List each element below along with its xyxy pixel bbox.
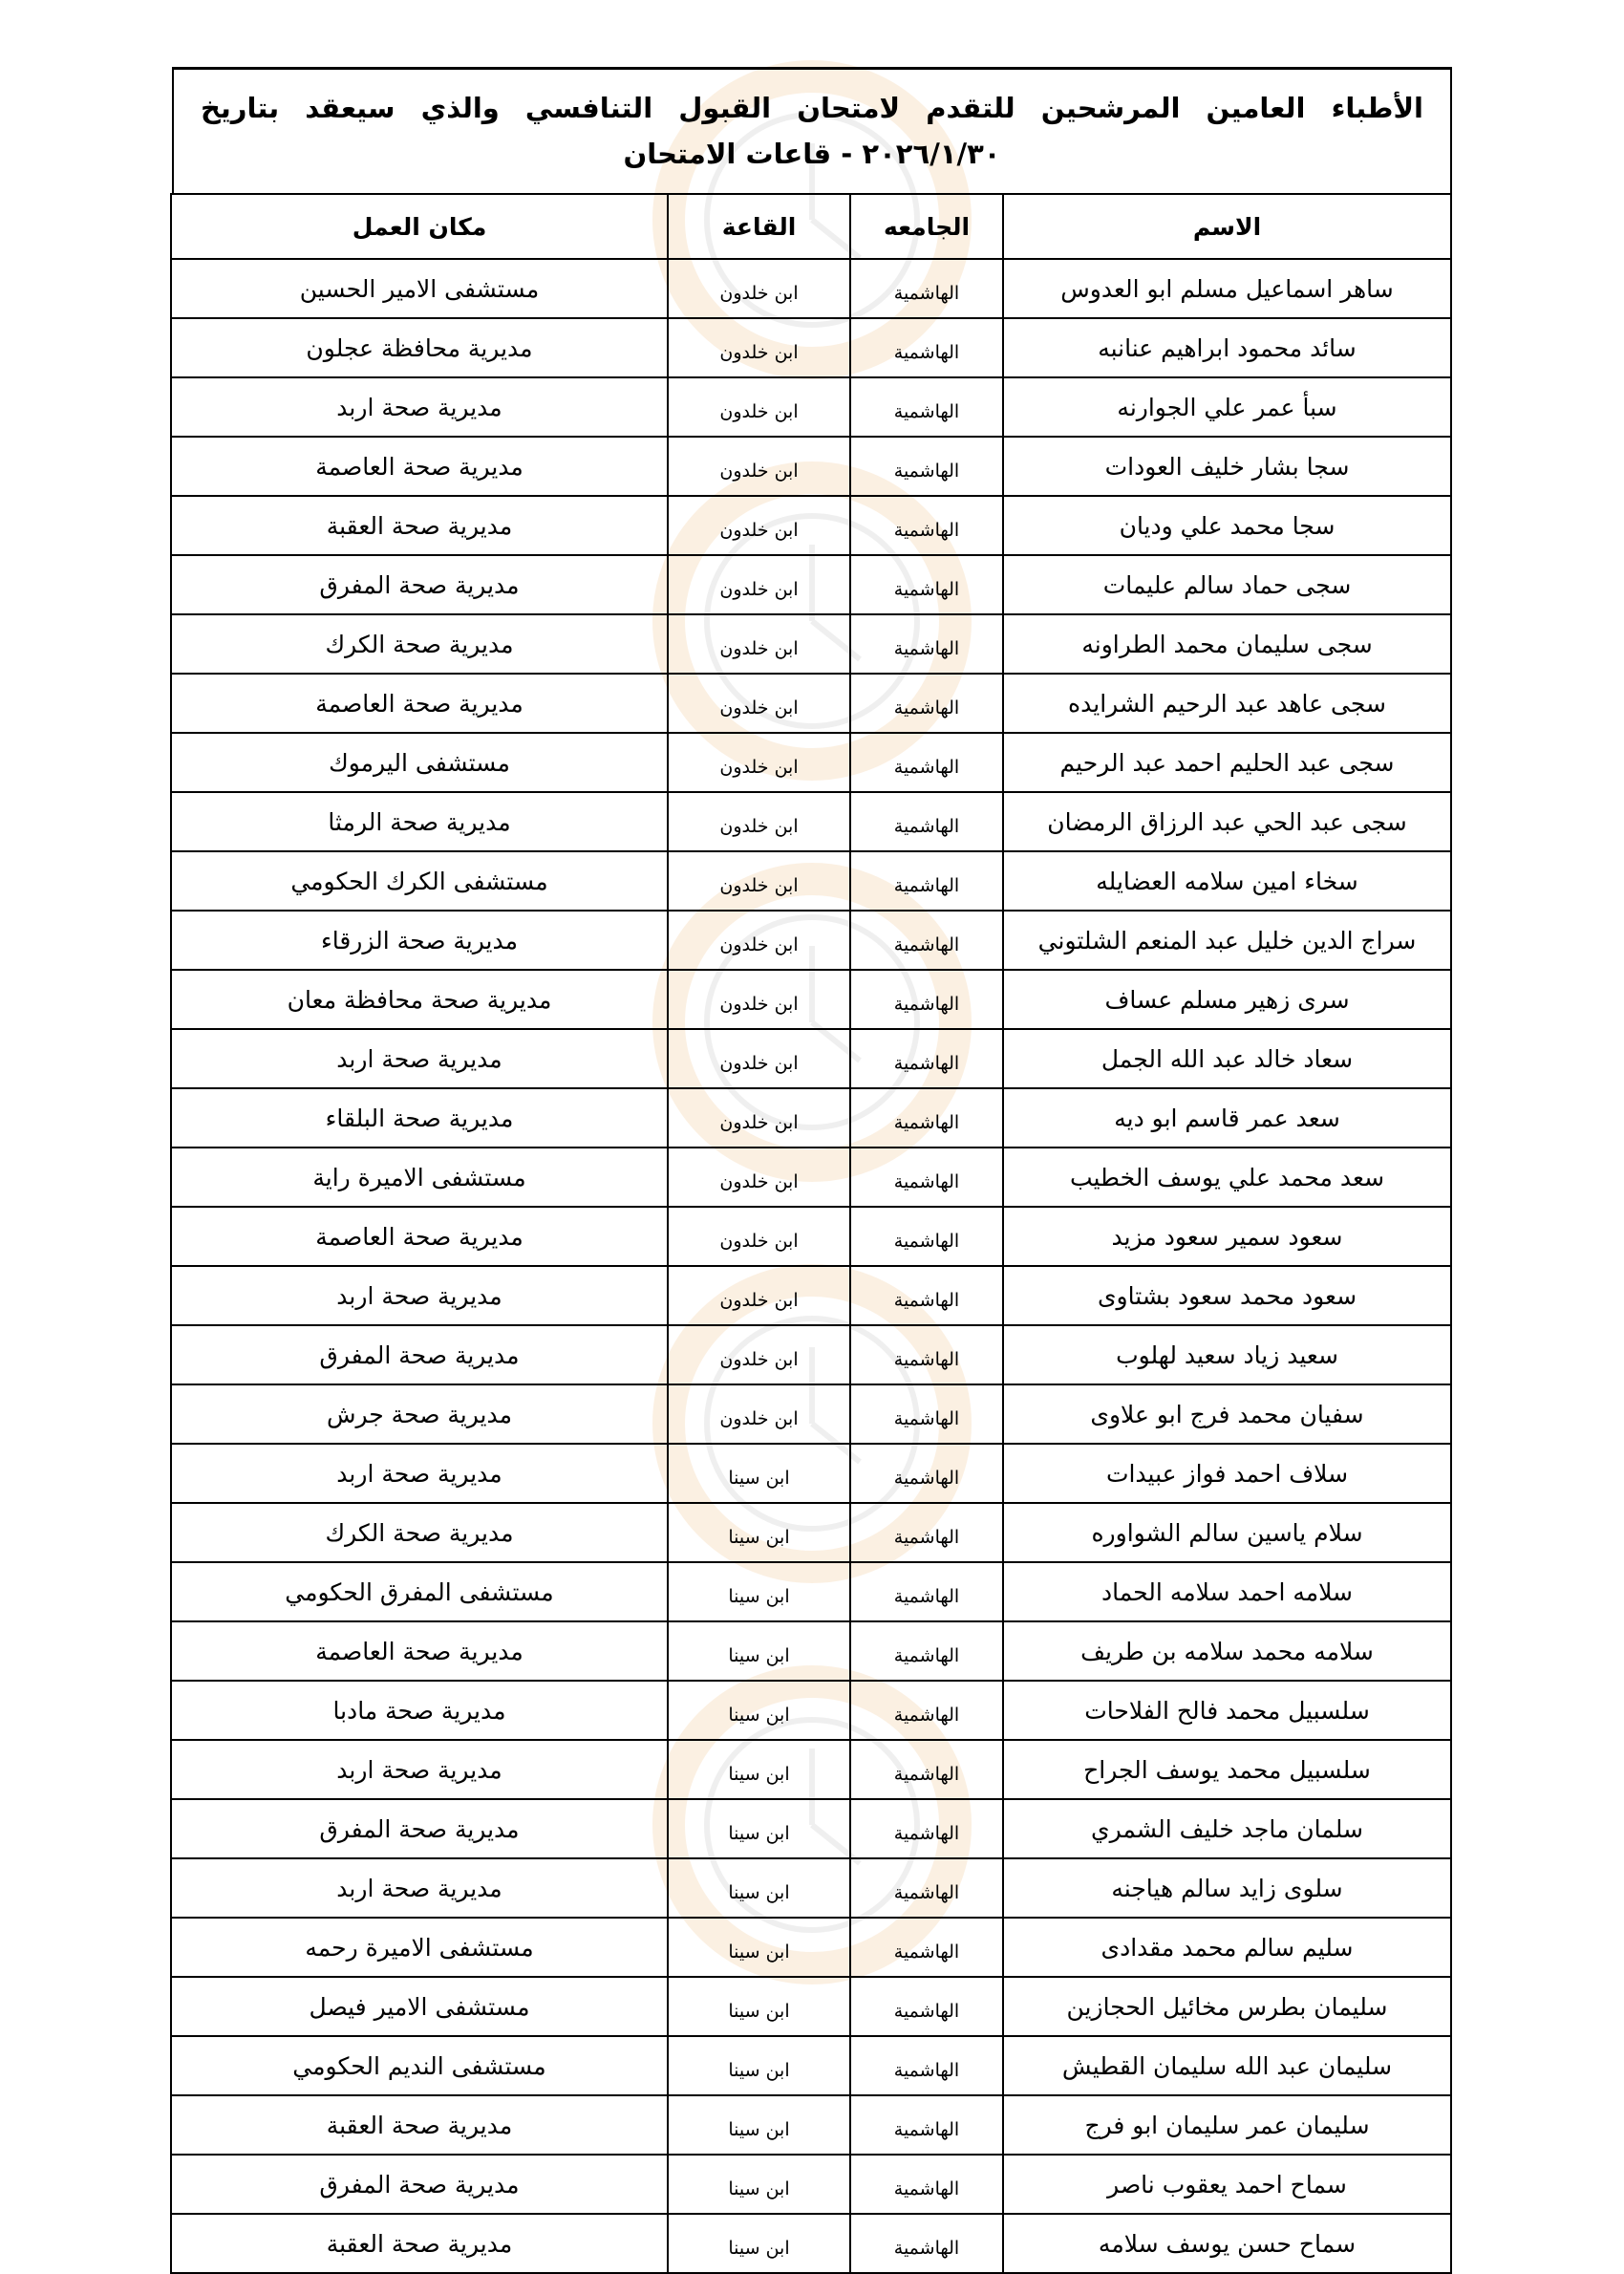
cell-name: سلاف احمد فواز عبيدات [1003, 1444, 1451, 1503]
cell-workplace: مستشفى الامير فيصل [171, 1977, 668, 2036]
cell-hall: ابن سينا [668, 1444, 850, 1503]
cell-university: الهاشمية [850, 1503, 1003, 1562]
cell-university: الهاشمية [850, 496, 1003, 555]
cell-hall: ابن خلدون [668, 1325, 850, 1384]
cell-workplace: مديرية صحة المفرق [171, 2155, 668, 2214]
cell-workplace: مديرية صحة المفرق [171, 1799, 668, 1858]
cell-workplace: مديرية صحة الكرك [171, 614, 668, 674]
cell-university: الهاشمية [850, 1799, 1003, 1858]
cell-workplace: مديرية صحة اربد [171, 1740, 668, 1799]
cell-hall: ابن خلدون [668, 496, 850, 555]
cell-name: سليمان بطرس مخائيل الحجازين [1003, 1977, 1451, 2036]
table-row [171, 1384, 1451, 1444]
cell-name: سلسبيل محمد فالح الفلاحات [1003, 1681, 1451, 1740]
cell-name: سراج الدين خليل عبد المنعم الشلتوني [1003, 911, 1451, 970]
table-row [171, 1444, 1451, 1503]
cell-university: الهاشمية [850, 1681, 1003, 1740]
cell-hall: ابن سينا [668, 2036, 850, 2095]
table-row [171, 1148, 1451, 1207]
cell-university: الهاشمية [850, 259, 1003, 318]
table-row [171, 1977, 1451, 2036]
cell-workplace: مديرية صحة العقبة [171, 496, 668, 555]
cell-hall: ابن خلدون [668, 555, 850, 614]
cell-university: الهاشمية [850, 318, 1003, 377]
cell-university: الهاشمية [850, 377, 1003, 437]
cell-university: الهاشمية [850, 1384, 1003, 1444]
cell-hall: ابن سينا [668, 1918, 850, 1977]
cell-name: سجى عبد الحي عبد الرزاق الرمضان [1003, 792, 1451, 851]
cell-workplace: مديرية صحة اربد [171, 1266, 668, 1325]
table-row [171, 1207, 1451, 1266]
cell-workplace: مستشفى اليرموك [171, 733, 668, 792]
cell-hall: ابن خلدون [668, 1029, 850, 1088]
cell-university: الهاشمية [850, 555, 1003, 614]
header-workplace: مكان العمل [171, 194, 668, 259]
table-row [171, 2095, 1451, 2155]
table-row [171, 851, 1451, 911]
cell-hall: ابن خلدون [668, 792, 850, 851]
cell-workplace: مستشفى الاميرة راية [171, 1148, 668, 1207]
table-header [171, 194, 1451, 259]
cell-name: ساهر اسماعيل مسلم ابو العدوس [1003, 259, 1451, 318]
cell-workplace: مديرية صحة العقبة [171, 2095, 668, 2155]
table-row [171, 2214, 1451, 2273]
cell-university: الهاشمية [850, 1740, 1003, 1799]
cell-hall: ابن خلدون [668, 318, 850, 377]
table-row [171, 2036, 1451, 2095]
cell-workplace: مديرية صحة العقبة [171, 2214, 668, 2273]
cell-hall: ابن سينا [668, 1562, 850, 1621]
cell-university: الهاشمية [850, 733, 1003, 792]
cell-name: سجا محمد علي وديان [1003, 496, 1451, 555]
cell-hall: ابن سينا [668, 1858, 850, 1918]
cell-hall: ابن خلدون [668, 970, 850, 1029]
table-row [171, 259, 1451, 318]
cell-hall: ابن خلدون [668, 259, 850, 318]
table-row [171, 1088, 1451, 1148]
table-row [171, 614, 1451, 674]
cell-workplace: مديرية صحة اربد [171, 377, 668, 437]
cell-workplace: مديرية صحة العاصمة [171, 674, 668, 733]
cell-name: سجى حماد سالم عليمات [1003, 555, 1451, 614]
cell-workplace: مديرية صحة مادبا [171, 1681, 668, 1740]
cell-workplace: مديرية صحة الكرك [171, 1503, 668, 1562]
document-page [172, 67, 1452, 2274]
table-row [171, 2155, 1451, 2214]
cell-university: الهاشمية [850, 1325, 1003, 1384]
cell-hall: ابن خلدون [668, 911, 850, 970]
cell-workplace: مديرية صحة البلقاء [171, 1088, 668, 1148]
cell-workplace: مديرية محافظة عجلون [171, 318, 668, 377]
cell-university: الهاشمية [850, 2214, 1003, 2273]
cell-name: سعيد زياد سعيد لهلوب [1003, 1325, 1451, 1384]
cell-name: سلمان ماجد خليف الشمري [1003, 1799, 1451, 1858]
cell-name: سجى عاهد عبد الرحيم الشرايده [1003, 674, 1451, 733]
cell-university: الهاشمية [850, 2036, 1003, 2095]
table-row [171, 437, 1451, 496]
cell-hall: ابن سينا [668, 1740, 850, 1799]
cell-university: الهاشمية [850, 437, 1003, 496]
cell-workplace: مستشفى المفرق الحكومي [171, 1562, 668, 1621]
table-row [171, 911, 1451, 970]
header-name: الاسم [1003, 194, 1451, 259]
cell-hall: ابن سينا [668, 1503, 850, 1562]
cell-workplace: مستشفى الاميرة رحمه [171, 1918, 668, 1977]
cell-workplace: مديرية صحة محافظة معان [171, 970, 668, 1029]
cell-name: سرى زهير مسلم عساف [1003, 970, 1451, 1029]
cell-name: سماح حسن يوسف سلامه [1003, 2214, 1451, 2273]
cell-workplace: مديرية صحة العاصمة [171, 1621, 668, 1681]
cell-workplace: مديرية صحة اربد [171, 1029, 668, 1088]
cell-university: الهاشمية [850, 1977, 1003, 2036]
cell-workplace: مستشفى الكرك الحكومي [171, 851, 668, 911]
cell-name: سائد محمود ابراهيم عنانبه [1003, 318, 1451, 377]
cell-university: الهاشمية [850, 614, 1003, 674]
cell-university: الهاشمية [850, 1029, 1003, 1088]
table-row [171, 1562, 1451, 1621]
table-row [171, 1858, 1451, 1918]
cell-hall: ابن سينا [668, 2214, 850, 2273]
cell-hall: ابن خلدون [668, 1207, 850, 1266]
cell-university: الهاشمية [850, 1148, 1003, 1207]
cell-university: الهاشمية [850, 1088, 1003, 1148]
cell-university: الهاشمية [850, 1858, 1003, 1918]
cell-hall: ابن خلدون [668, 1266, 850, 1325]
cell-university: الهاشمية [850, 2155, 1003, 2214]
cell-hall: ابن خلدون [668, 733, 850, 792]
cell-name: سلوى زايد سالم هياجنه [1003, 1858, 1451, 1918]
cell-university: الهاشمية [850, 1918, 1003, 1977]
table-row [171, 1621, 1451, 1681]
cell-hall: ابن سينا [668, 1977, 850, 2036]
cell-name: سليم سالم محمد مقدادى [1003, 1918, 1451, 1977]
cell-name: سلام ياسين سالم الشواوره [1003, 1503, 1451, 1562]
table-row [171, 318, 1451, 377]
cell-name: سعود سمير سعود مزيد [1003, 1207, 1451, 1266]
cell-university: الهاشمية [850, 1562, 1003, 1621]
cell-hall: ابن خلدون [668, 437, 850, 496]
cell-name: سعود محمد سعود بشتاوى [1003, 1266, 1451, 1325]
cell-hall: ابن سينا [668, 1681, 850, 1740]
cell-hall: ابن خلدون [668, 614, 850, 674]
cell-hall: ابن سينا [668, 1799, 850, 1858]
cell-hall: ابن خلدون [668, 674, 850, 733]
table-row [171, 1740, 1451, 1799]
header-university: الجامعه [850, 194, 1003, 259]
cell-name: سجى سليمان محمد الطراونه [1003, 614, 1451, 674]
cell-hall: ابن خلدون [668, 851, 850, 911]
cell-name: سماح احمد يعقوب ناصر [1003, 2155, 1451, 2214]
cell-name: سعد محمد علي يوسف الخطيب [1003, 1148, 1451, 1207]
cell-name: سفيان محمد فرج ابو علاوى [1003, 1384, 1451, 1444]
header-hall: القاعة [668, 194, 850, 259]
table-row [171, 1918, 1451, 1977]
table-row [171, 377, 1451, 437]
cell-university: الهاشمية [850, 851, 1003, 911]
table-row [171, 970, 1451, 1029]
table-row [171, 1799, 1451, 1858]
cell-hall: ابن سينا [668, 1621, 850, 1681]
cell-workplace: مديرية صحة الزرقاء [171, 911, 668, 970]
table-row [171, 792, 1451, 851]
cell-university: الهاشمية [850, 2095, 1003, 2155]
cell-workplace: مديرية صحة اربد [171, 1444, 668, 1503]
cell-name: سعد عمر قاسم ابو ديه [1003, 1088, 1451, 1148]
candidates-table [170, 193, 1452, 2274]
table-row [171, 674, 1451, 733]
cell-workplace: مديرية صحة العاصمة [171, 1207, 668, 1266]
table-body [171, 259, 1451, 2273]
cell-workplace: مستشفى النديم الحكومي [171, 2036, 668, 2095]
cell-workplace: مديرية صحة العاصمة [171, 437, 668, 496]
cell-name: سجى عبد الحليم احمد عبد الرحيم [1003, 733, 1451, 792]
cell-name: سخاء امين سلامه العضايله [1003, 851, 1451, 911]
table-row [171, 1681, 1451, 1740]
cell-university: الهاشمية [850, 970, 1003, 1029]
table-row [171, 555, 1451, 614]
table-row [171, 496, 1451, 555]
cell-name: سليمان عبد الله سليمان القطيش [1003, 2036, 1451, 2095]
cell-university: الهاشمية [850, 1266, 1003, 1325]
table-row [171, 1266, 1451, 1325]
title-box [172, 67, 1452, 193]
table-row [171, 1325, 1451, 1384]
document-title: الأطباء العامين المرشحين للتقدم لامتحان القبول التنافسي والذي سيعقد بتاريخ ٢٠٢٦/١/٣٠ - قاعات الامتحان [201, 92, 1423, 170]
cell-workplace: مديرية صحة اربد [171, 1858, 668, 1918]
cell-hall: ابن خلدون [668, 377, 850, 437]
cell-workplace: مديرية صحة المفرق [171, 1325, 668, 1384]
cell-university: الهاشمية [850, 674, 1003, 733]
cell-workplace: مستشفى الامير الحسين [171, 259, 668, 318]
cell-workplace: مديرية صحة المفرق [171, 555, 668, 614]
cell-name: سعاد خالد عبد الله الجمل [1003, 1029, 1451, 1088]
cell-name: سلامه محمد سلامه بن طريف [1003, 1621, 1451, 1681]
cell-name: سلامه احمد سلامه الحماد [1003, 1562, 1451, 1621]
cell-university: الهاشمية [850, 911, 1003, 970]
cell-workplace: مديرية صحة الرمثا [171, 792, 668, 851]
cell-university: الهاشمية [850, 792, 1003, 851]
cell-university: الهاشمية [850, 1621, 1003, 1681]
cell-name: سبأ عمر علي الجوارنه [1003, 377, 1451, 437]
cell-name: سجا بشار خليف العودات [1003, 437, 1451, 496]
cell-hall: ابن خلدون [668, 1384, 850, 1444]
table-row [171, 733, 1451, 792]
cell-hall: ابن سينا [668, 2095, 850, 2155]
cell-name: سليمان عمر سليمان ابو فرج [1003, 2095, 1451, 2155]
table-row [171, 1029, 1451, 1088]
cell-name: سلسبيل محمد يوسف الجراح [1003, 1740, 1451, 1799]
cell-hall: ابن خلدون [668, 1088, 850, 1148]
cell-hall: ابن خلدون [668, 1148, 850, 1207]
cell-workplace: مديرية صحة جرش [171, 1384, 668, 1444]
cell-hall: ابن سينا [668, 2155, 850, 2214]
cell-university: الهاشمية [850, 1444, 1003, 1503]
table-row [171, 1503, 1451, 1562]
cell-university: الهاشمية [850, 1207, 1003, 1266]
